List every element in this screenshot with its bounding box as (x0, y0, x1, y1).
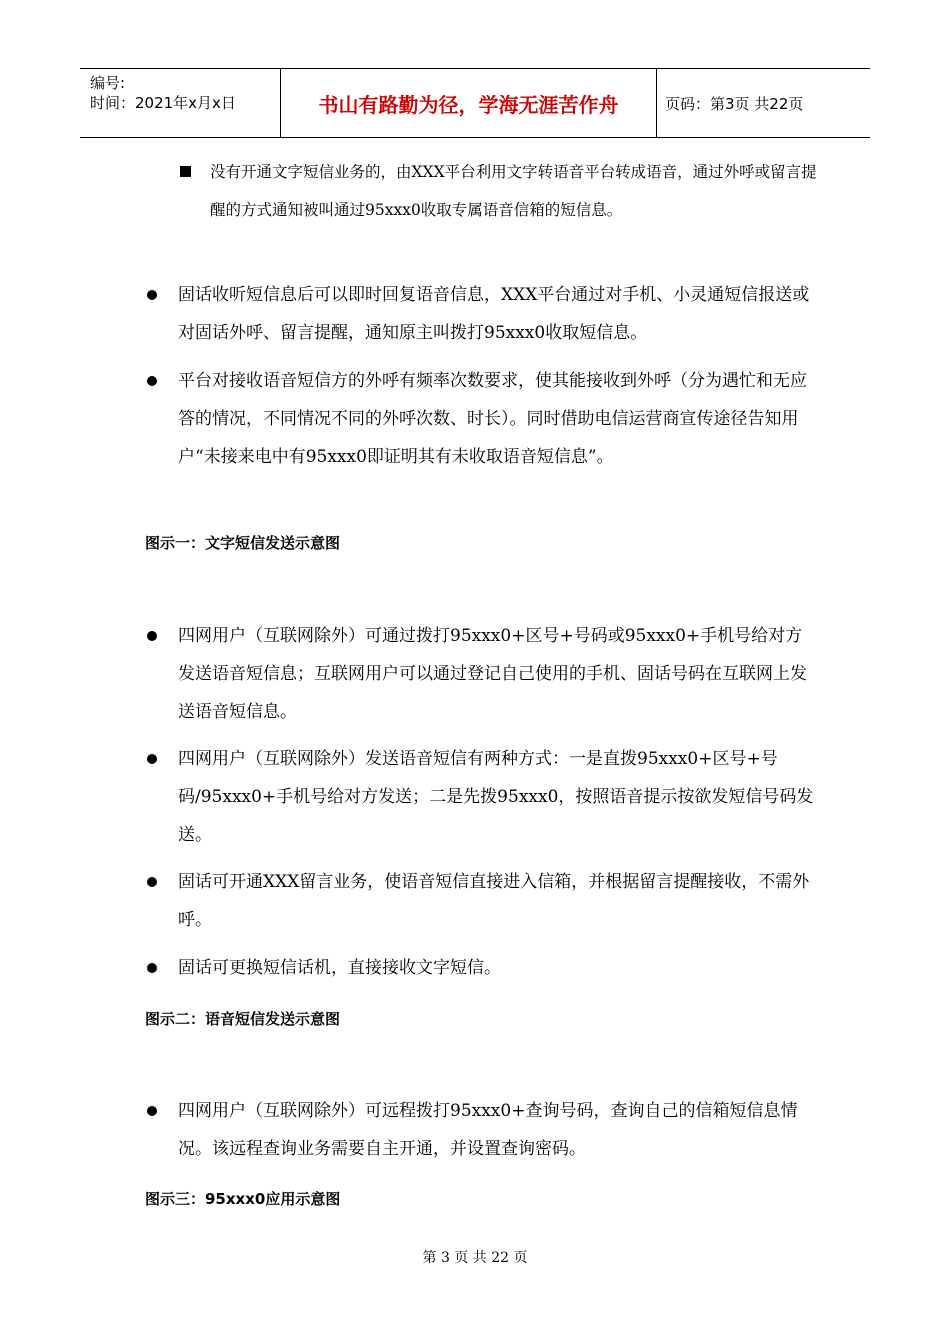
list-item: 四网用户（互联网除外）发送语音短信有两种方式：一是直拨95xxx0+区号+号码/95xxx0+手机号给对方发送；二是先拨95xxx0，按照语音提示按欲发短信号码发送。 (178, 749, 814, 845)
list-item: 平台对接收语音短信方的外呼有频率次数要求，使其能接收到外呼（分为遇忙和无应答的情况，不同情况不同的外呼次数、时长）。同时借助电信运营商宣传途径告知用户“未接来电中有95xxx0即证明其有未收取语音短信息”。 (178, 371, 807, 467)
list-item: 四网用户（互联网除外）可远程拨打95xxx0+查询号码，查询自己的信箱短信息情况。该远程查询业务需要自主开通，并设置查询密码。 (178, 1101, 798, 1159)
figure-caption: 图示三：95xxx0应用示意图 (145, 1190, 341, 1208)
bullet-dot-icon (147, 290, 157, 300)
figure-caption: 图示二：语音短信发送示意图 (145, 1010, 341, 1028)
document-number-label: 编号: (90, 74, 126, 92)
bullet-dot-icon (147, 877, 157, 887)
list-item: 四网用户（互联网除外）可通过拨打95xxx0+区号+号码或95xxx0+手机号给对方发送语音短信息；互联网用户可以通过登记自己使用的手机、固话号码在互联网上发送语音短信息。 (178, 626, 807, 722)
page-header (80, 68, 870, 138)
bullet-dot-icon (147, 963, 157, 973)
page-footer: 第 3 页 共 22 页 (422, 1250, 528, 1266)
header-meta (80, 69, 280, 137)
list-item: 固话可更换短信话机，直接接收文字短信。 (178, 958, 501, 978)
bullet-dot-icon (147, 631, 157, 641)
bullet-dot-icon (147, 1106, 157, 1116)
list-item: 固话可开通XXX留言业务，使语音短信直接进入信箱，并根据留言提醒接收，不需外呼。 (178, 872, 810, 930)
list-item: 固话收听短信息后可以即时回复语音信息，XXX平台通过对手机、小灵通短信报送或对固话外呼、留言提醒，通知原主叫拨打95xxx0收取短信息。 (178, 285, 810, 343)
square-bullet-icon (180, 166, 191, 177)
figure-caption: 图示一：文字短信发送示意图 (145, 534, 341, 552)
square-list-item: 没有开通文字短信业务的，由XXX平台利用文字转语音平台转成语音，通过外呼或留言提醒的方式通知被叫通过95xxx0收取专属语音信箱的短信息。 (210, 163, 817, 219)
header-page-number: 页码：第3页 共22页 (665, 94, 804, 113)
bullet-dot-icon (147, 754, 157, 764)
document-date: 时间：2021年x月x日 (90, 94, 236, 112)
header-motto: 书山有路勤为径，学海无涯苦作舟 (280, 69, 657, 137)
bullet-dot-icon (147, 376, 157, 386)
